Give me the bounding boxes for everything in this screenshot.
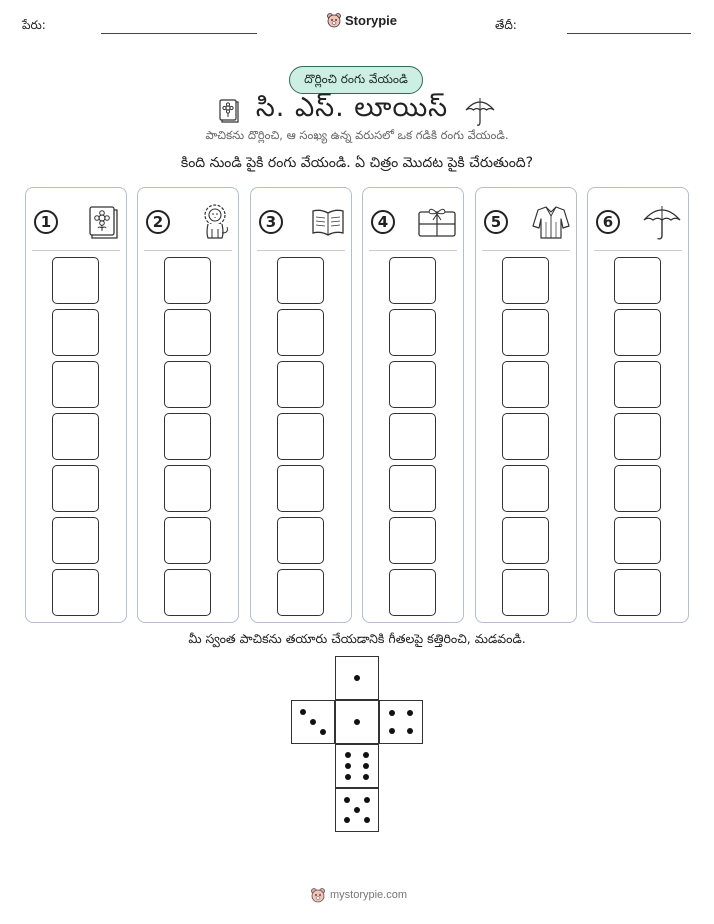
color-cell[interactable] [164, 361, 211, 408]
color-cell[interactable] [164, 517, 211, 564]
column-number: 6 [596, 210, 620, 234]
column-number: 1 [34, 210, 58, 234]
pip [354, 719, 360, 725]
pip [345, 774, 351, 780]
color-cell[interactable] [389, 517, 436, 564]
column-1 [25, 187, 127, 623]
color-cell[interactable] [164, 465, 211, 512]
die-face-3 [291, 700, 335, 744]
column-number: 2 [146, 210, 170, 234]
brand-name: Storypie [345, 12, 398, 28]
die-face-1 [335, 656, 379, 700]
color-cell[interactable] [52, 465, 99, 512]
color-cell[interactable] [277, 257, 324, 304]
color-cell[interactable] [277, 361, 324, 408]
color-cell[interactable] [614, 413, 661, 460]
die-face-1 [335, 700, 379, 744]
color-cell[interactable] [52, 517, 99, 564]
color-cell[interactable] [502, 413, 549, 460]
color-cell[interactable] [277, 309, 324, 356]
open-book-icon [311, 207, 345, 237]
pip [389, 728, 395, 734]
color-cell[interactable] [389, 569, 436, 616]
color-cell[interactable] [614, 517, 661, 564]
date-label: తేదీ: [495, 18, 517, 32]
column-4 [362, 187, 464, 623]
pip [389, 710, 395, 716]
pip [345, 752, 351, 758]
color-cell[interactable] [164, 309, 211, 356]
color-cell[interactable] [277, 413, 324, 460]
color-cell[interactable] [502, 517, 549, 564]
title-row [0, 92, 714, 130]
subtitle: పాచికను దొర్లించి, ఆ సంఖ్య ఉన్న వరుసలో ఒక గడికి రంగు వేయండి. [205, 128, 509, 142]
pip [407, 728, 413, 734]
color-cell[interactable] [52, 257, 99, 304]
color-cell[interactable] [502, 309, 549, 356]
color-cell[interactable] [164, 413, 211, 460]
die-face-5 [335, 788, 379, 832]
color-cell[interactable] [164, 257, 211, 304]
color-cell[interactable] [614, 309, 661, 356]
footer-url[interactable]: mystorypie.com [330, 889, 408, 901]
color-cell[interactable] [277, 465, 324, 512]
color-cell[interactable] [389, 361, 436, 408]
column-6 [587, 187, 689, 623]
pip [300, 709, 306, 715]
column-5 [475, 187, 577, 623]
page-title: సి. ఎస్. లూయిస్ [255, 92, 449, 123]
storypie-bear-icon [310, 887, 326, 903]
color-cell[interactable] [502, 465, 549, 512]
graduation-gown-icon [532, 204, 570, 240]
column-2 [137, 187, 239, 623]
roll-and-color-pill: దొర్లించి రంగు వేయండి [289, 66, 423, 94]
color-cell[interactable] [52, 569, 99, 616]
die-face-6 [335, 744, 379, 788]
gift-icon [417, 206, 457, 238]
pip [364, 797, 370, 803]
date-line [567, 33, 691, 34]
color-cell[interactable] [502, 361, 549, 408]
umbrella-icon [642, 202, 682, 242]
color-cell[interactable] [614, 465, 661, 512]
pip [363, 774, 369, 780]
color-cell[interactable] [502, 257, 549, 304]
color-cell[interactable] [52, 309, 99, 356]
color-cell[interactable] [52, 361, 99, 408]
umbrella-icon [464, 94, 496, 128]
lion-icon [198, 203, 232, 241]
pip [354, 675, 360, 681]
color-cell[interactable] [389, 465, 436, 512]
footer [310, 887, 407, 903]
color-cell[interactable] [389, 413, 436, 460]
pip [310, 719, 316, 725]
color-cell[interactable] [389, 257, 436, 304]
pip [407, 710, 413, 716]
storypie-bear-icon [326, 12, 342, 28]
die-face-4 [379, 700, 423, 744]
color-cell[interactable] [502, 569, 549, 616]
pip [364, 817, 370, 823]
name-line [101, 33, 257, 34]
color-cell[interactable] [164, 569, 211, 616]
book-flower-icon [86, 204, 120, 240]
pip [344, 797, 350, 803]
instruction-text: కింది నుండి పైకి రంగు వేయండి. ఏ చిత్రం మొదట పైకి చేరుతుంది? [180, 155, 534, 171]
name-label: పేరు: [22, 18, 46, 32]
color-cell[interactable] [389, 309, 436, 356]
pip [363, 763, 369, 769]
pip [354, 807, 360, 813]
color-cell[interactable] [614, 257, 661, 304]
pip [345, 763, 351, 769]
color-cell[interactable] [277, 569, 324, 616]
column-number: 3 [259, 210, 283, 234]
pip [320, 729, 326, 735]
pip [344, 817, 350, 823]
color-cell[interactable] [52, 413, 99, 460]
color-cell[interactable] [277, 517, 324, 564]
brand-logo [326, 12, 397, 28]
pip [363, 752, 369, 758]
color-cell[interactable] [614, 569, 661, 616]
column-number: 4 [371, 210, 395, 234]
book-flower-icon [218, 98, 240, 124]
column-number: 5 [484, 210, 508, 234]
color-cell[interactable] [614, 361, 661, 408]
cutout-instruction: మీ స్వంత పాచికను తయారు చేయడానికి గీతలపై కత్తిరించి, మడవండి. [188, 631, 526, 646]
column-3 [250, 187, 352, 623]
